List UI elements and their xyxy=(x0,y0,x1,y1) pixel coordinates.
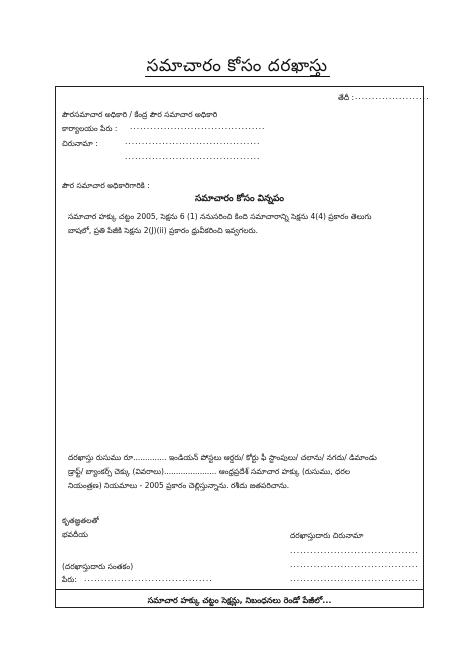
subject-heading: సమాచారం కోసం విన్నపం xyxy=(194,194,284,204)
request-line-1: సమాచార హక్కు చట్టం 2005, సెక్షను 6 (1) ననుసరించి కింది సమాచారాన్ని సెక్షను 4(4) ప్రకారం తెలుగు xyxy=(68,212,372,221)
name-field[interactable]: ...................................... xyxy=(84,574,213,583)
applicant-address-field-2[interactable]: ...................................... xyxy=(290,560,419,569)
fee-line-3: నియంత్రణ) నియమాలు - 2005 ప్రకారం చెల్లిస్తున్నాను. రశీదు జతపరిచాను. xyxy=(68,481,290,490)
address-label: చిరునామా : xyxy=(62,139,98,148)
addressee: పౌరసమాచార అధికారి / కేంద్ర పౌర సమాచార అధికారి xyxy=(62,110,218,119)
footer-note: సమాచార హక్కు చట్టం సెక్షన్లు, నిబంధనలు రెండో పేజీలో... xyxy=(147,596,332,605)
name-label: పేరు: xyxy=(62,575,77,584)
closing-thanks: కృతజ్ఞతలతో xyxy=(62,516,99,525)
footer-divider xyxy=(55,589,424,590)
date-label: తేదీ : xyxy=(338,93,355,102)
address-field-2[interactable]: ........................................ xyxy=(125,152,261,161)
applicant-address-label: దరఖాస్తుదారు చిరునామా xyxy=(290,531,364,540)
address-field-1[interactable]: ........................................ xyxy=(125,137,261,146)
signature-label: (దరఖాస్తుదారు సంతకం) xyxy=(62,562,134,571)
salutation: పౌర సమాచార అధికారిగారికి : xyxy=(62,181,150,190)
fee-line-2: డ్రాఫ్ట్/ బ్యాంకర్స్ చెక్కు (వివరాలు)...................... ఆంధ్రప్రదేశ్ సమాచార హక్కు (రుసుము, ధరల xyxy=(68,467,351,476)
office-label: కార్యాలయం పేరు : xyxy=(62,124,118,133)
closing-yours: భవదీయ xyxy=(62,530,88,539)
date-field[interactable]: ...................... xyxy=(355,92,430,101)
applicant-address-field-1[interactable]: ...................................... xyxy=(290,546,419,555)
applicant-address-field-3[interactable]: ...................................... xyxy=(290,574,419,583)
form-border xyxy=(55,86,424,608)
fee-line-1: దరఖాస్తు రుసుము రూ.............. ఇండియన్ పోస్టలు ఆర్డరు/ కోర్టు ఫీ స్టాంపులు/ చలాను/ నగదు/ డిమాండు xyxy=(68,453,377,462)
request-line-2: బాషలో, ప్రతి పేజీకి సెక్షను 2(J)(ii) ప్రకారం ధ్రువీకరించి ఇవ్వగలరు. xyxy=(68,226,258,235)
office-field[interactable]: ........................................ xyxy=(130,122,266,131)
form-title: సమాచారం కోసం దరఖాస్తు xyxy=(146,56,328,76)
